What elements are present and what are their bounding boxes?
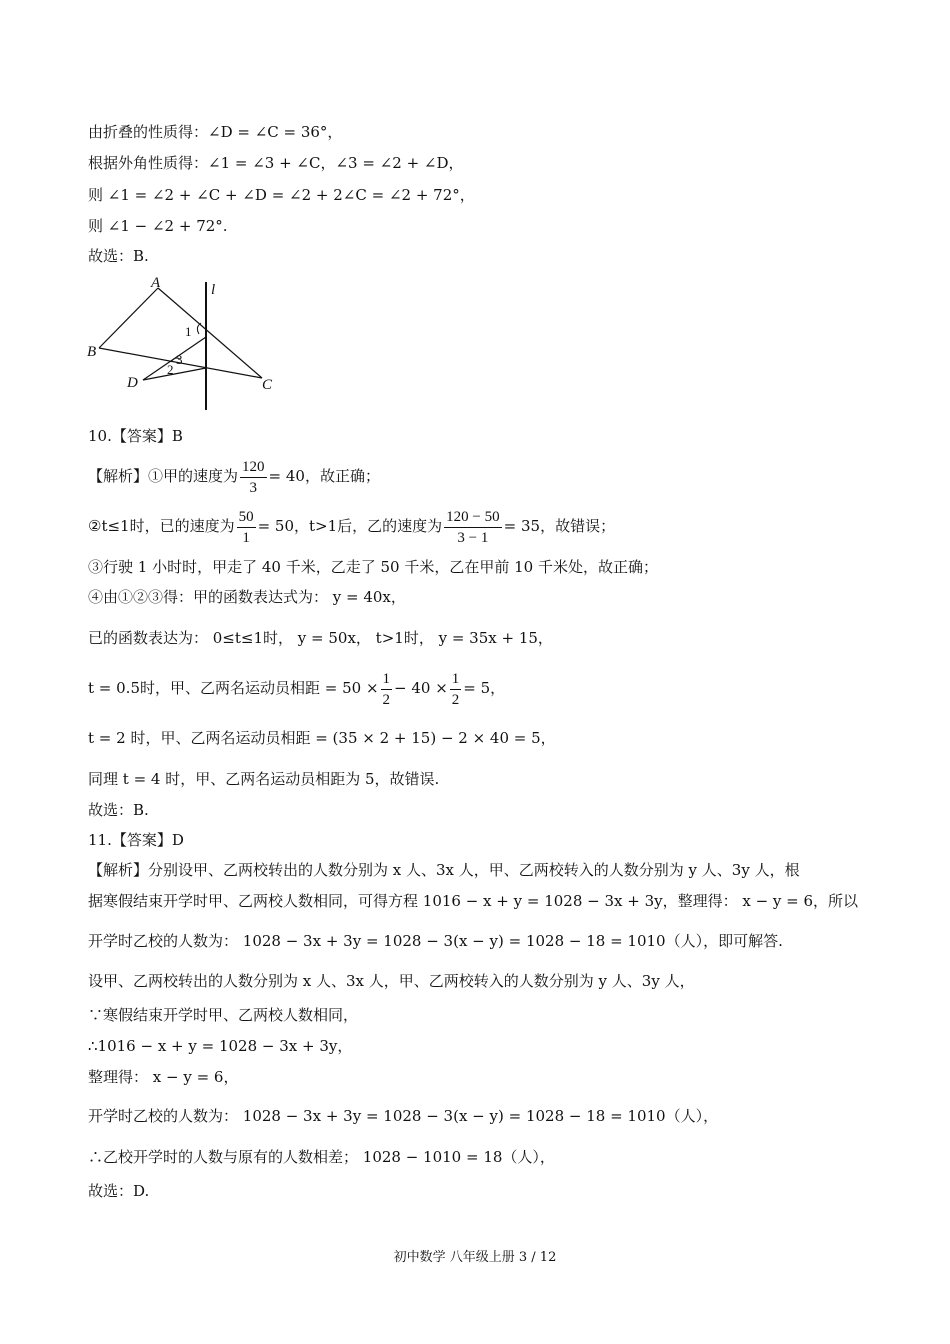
- text-line: 【解析】①甲的速度为 $\frac{120}{3}$ = 40，故正确；: [88, 458, 380, 496]
- label-angle-1: 1: [185, 324, 192, 339]
- text-line: 则 ∠1 = ∠2 + ∠C + ∠D = ∠2 + 2∠C = ∠2 + 72°，: [88, 186, 475, 204]
- question-11-title: 11.【答案】D: [88, 831, 184, 849]
- text-line: 由折叠的性质得：∠D = ∠C = 36°，: [88, 123, 343, 141]
- page-footer: 初中数学 八年级上册 3 / 12: [393, 1250, 557, 1265]
- label-l: l: [211, 282, 216, 298]
- text-line: 故选：B.: [88, 801, 149, 819]
- text-line: 故选：B.: [88, 247, 149, 265]
- text-line: ②t≤1时，已的速度为 $\frac{50}{1}$ = 50，t>1后，乙的速度为 $\frac{120 - 50}{3 - 1}$ = 35，故错误；: [88, 508, 616, 546]
- text-line: ④由①②③得：甲的函数表达式为： y = 40x，: [88, 588, 406, 606]
- text-line: t = 2 时，甲、乙两名运动员相距 = (35 × 2 + 15) − 2 × 40 = 5，: [88, 729, 556, 747]
- line-AC: [158, 288, 262, 378]
- text-line: 整理得： x − y = 6，: [88, 1068, 239, 1086]
- text-line: 已的函数表达为： 0≤t≤1时， y = 50x， t>1时， y = 35x + 15，: [88, 629, 553, 647]
- fraction: $\frac{120}{3}$: [242, 458, 265, 496]
- text-line: 据寒假结束开学时甲、乙两校人数相同，可得方程 1016 − x + y = 1028 − 3x + 3y，整理得： x − y = 6，所以: [88, 892, 859, 910]
- text-line: 开学时乙校的人数为： 1028 − 3x + 3y = 1028 − 3(x − y) = 1028 − 18 = 1010（人），即可解答.: [88, 932, 783, 950]
- text-line: ∴1016 − x + y = 1028 − 3x + 3y，: [88, 1037, 353, 1055]
- text-line: 则 ∠1 − ∠2 + 72°.: [88, 217, 228, 235]
- label-D: D: [127, 375, 138, 391]
- fraction: $\frac{1}{2}$: [382, 670, 391, 708]
- text-line: 根据外角性质得：∠1 = ∠3 + ∠C，∠3 = ∠2 + ∠D，: [88, 154, 464, 172]
- label-B: B: [87, 344, 97, 360]
- label-C: C: [262, 377, 273, 393]
- fraction: $\frac{50}{1}$: [238, 508, 254, 546]
- label-angle-2: 2: [167, 362, 174, 377]
- line-AB: [99, 288, 158, 348]
- fraction: $\frac{120 - 50}{3 - 1}$: [446, 508, 500, 546]
- geometry-figure: [85, 276, 285, 416]
- text-line: ③行驶 1 小时时，甲走了 40 千米，乙走了 50 千米，乙在甲前 10 千米处，故正确；: [88, 558, 658, 576]
- text-line: 开学时乙校的人数为： 1028 − 3x + 3y = 1028 − 3(x − y) = 1028 − 18 = 1010（人），: [88, 1107, 719, 1125]
- label-angle-3: 3: [176, 352, 183, 367]
- text-line: ∵寒假结束开学时甲、乙两校人数相同，: [88, 1006, 359, 1024]
- text-line: t = 0.5时，甲、乙两名运动员相距 = 50 × $\frac{1}{2}$ − 40 × $\frac{1}{2}$ = 5，: [88, 670, 506, 708]
- text-line: 设甲、乙两校转出的人数分别为 x 人、3x 人，甲、乙两校转入的人数分别为 y 人、3y 人，: [88, 972, 695, 990]
- label-A: A: [151, 276, 161, 291]
- question-10-title: 10.【答案】B: [88, 427, 183, 445]
- text-line: 故选：D.: [88, 1182, 150, 1200]
- text-line: 【解析】分别设甲、乙两校转出的人数分别为 x 人、3x 人，甲、乙两校转入的人数分别为 y 人、3y 人，根: [88, 861, 800, 879]
- text-line: 同理 t = 4 时，甲、乙两名运动员相距为 5，故错误.: [88, 770, 440, 788]
- text-line: ∴乙校开学时的人数与原有的人数相差； 1028 − 1010 = 18（人），: [88, 1148, 555, 1166]
- fraction: $\frac{1}{2}$: [451, 670, 460, 708]
